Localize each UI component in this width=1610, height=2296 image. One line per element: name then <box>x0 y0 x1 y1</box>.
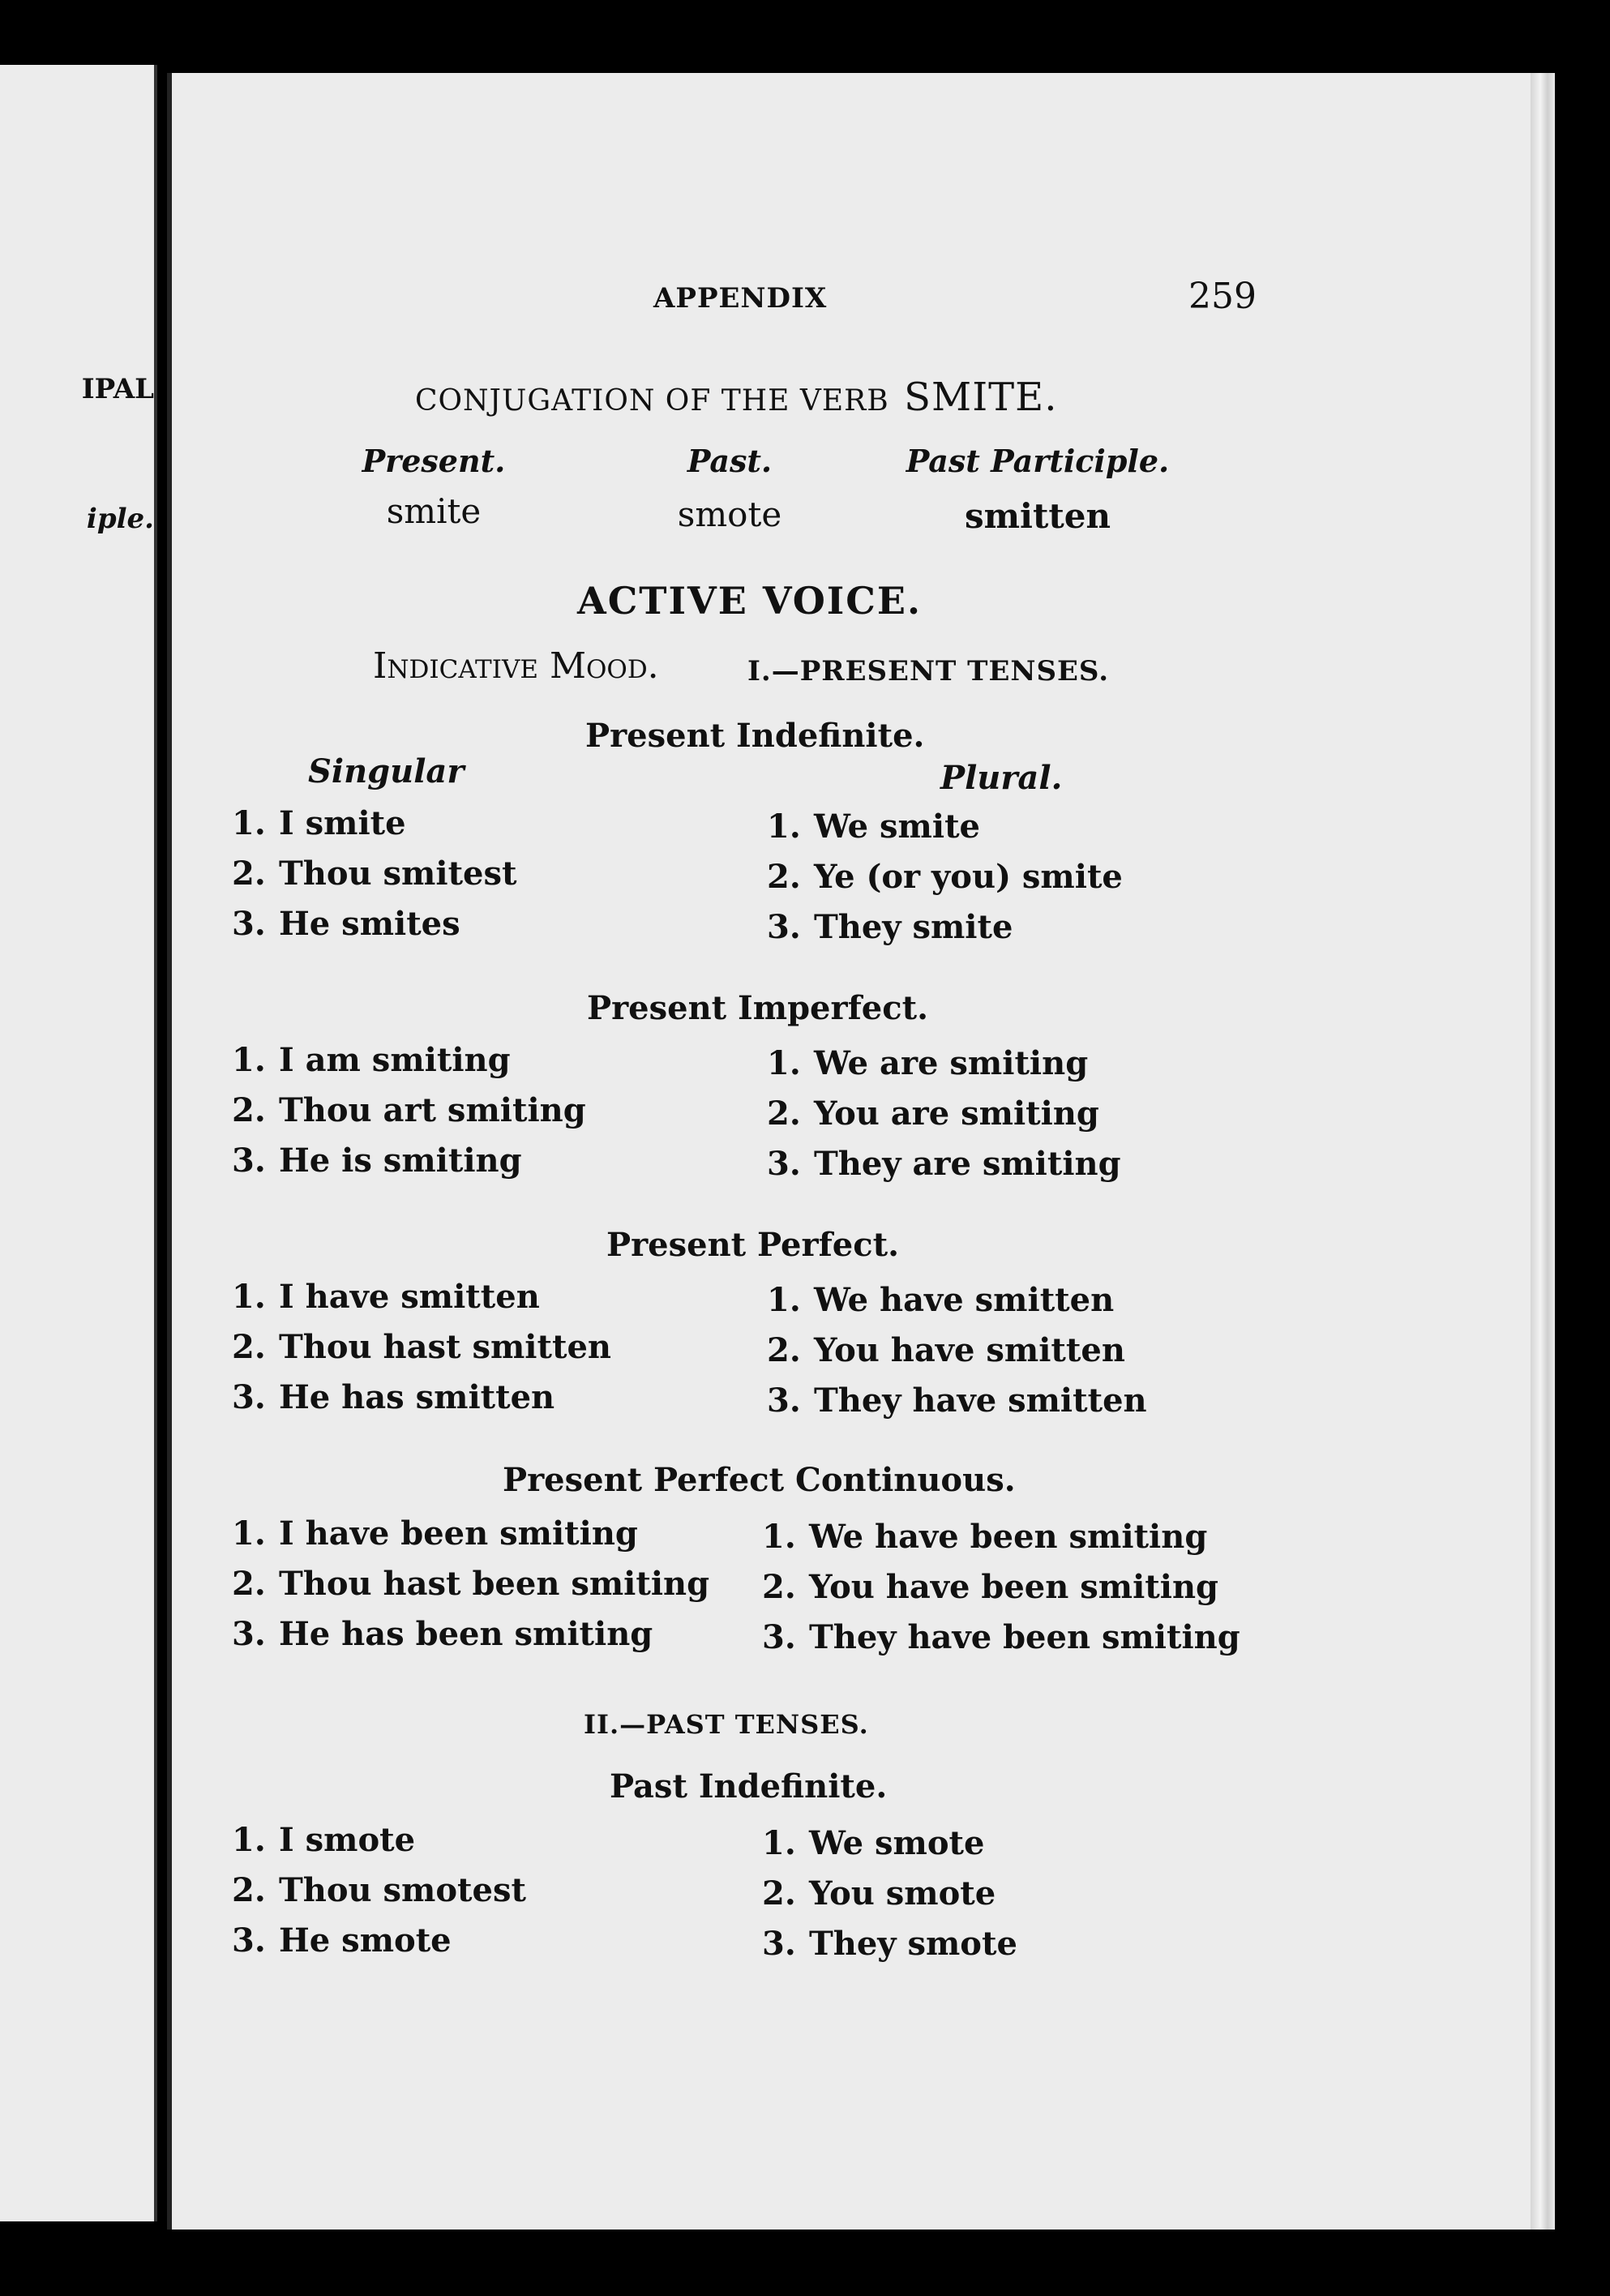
page-number: 259 <box>1188 276 1257 317</box>
conjugation-row: 1. We smite <box>767 807 980 846</box>
title-prefix: CONJUGATION OF THE VERB <box>415 384 889 418</box>
section-heading: II.—PAST TENSES. <box>584 1709 869 1740</box>
conjugation-row: 2. You are smiting <box>767 1094 1099 1133</box>
plural-label: Plural. <box>940 759 1063 797</box>
conjugation-row: 3. He is smiting <box>232 1142 522 1180</box>
conjugation-row: 1. We have smitten <box>767 1281 1115 1319</box>
conjugation-row: 2. Thou smitest <box>232 855 517 893</box>
conjugation-row: 1. We have been smiting <box>762 1518 1208 1556</box>
page-stack-edge <box>1531 73 1555 2230</box>
conjugation-row: 2. You smote <box>762 1874 996 1913</box>
conjugation-row: 3. They have been smiting <box>762 1618 1240 1656</box>
left-page-fragment: IPAL <box>81 373 154 405</box>
conjugation-row: 3. They smite <box>767 908 1013 946</box>
principal-part-label: Past. <box>687 443 773 479</box>
principal-part-label: Present. <box>362 443 506 479</box>
tense-heading: Present Indefinite. <box>585 717 925 755</box>
conjugation-row: 2. Thou hast been smiting <box>232 1565 710 1603</box>
conjugation-row: 2. Ye (or you) smite <box>767 858 1123 896</box>
conjugation-row: 3. He has been smiting <box>232 1615 653 1653</box>
voice-heading: ACTIVE VOICE. <box>577 579 922 623</box>
left-page-fragment: iple. <box>86 503 154 535</box>
conjugation-row: 3. He smites <box>232 905 460 943</box>
conjugation-row: 3. They have smitten <box>767 1381 1147 1420</box>
conjugation-row: 1. We are smiting <box>767 1044 1089 1082</box>
conjugation-row: 3. They smote <box>762 1925 1017 1963</box>
principal-part-form: smite <box>386 491 482 531</box>
conjugation-row: 3. They are smiting <box>767 1145 1121 1183</box>
mood-heading: Indicative Mood. <box>373 645 659 687</box>
conjugation-row: 1. I have smitten <box>232 1278 540 1316</box>
conjugation-row: 3. He has smitten <box>232 1378 555 1416</box>
conjugation-row: 1. I am smiting <box>232 1041 511 1079</box>
tense-heading: Present Imperfect. <box>587 989 928 1027</box>
conjugation-row: 1. We smote <box>762 1824 985 1862</box>
principal-part-form: smitten <box>964 496 1111 536</box>
principal-part-form: smote <box>677 495 782 534</box>
tense-heading: Present Perfect Continuous. <box>503 1461 1016 1499</box>
conjugation-row: 2. You have been smiting <box>762 1568 1219 1606</box>
conjugation-row: 1. I have been smiting <box>232 1514 638 1553</box>
conjugation-row: 1. I smite <box>232 804 406 842</box>
conjugation-row: 3. He smote <box>232 1921 452 1960</box>
tense-heading: Present Perfect. <box>606 1226 899 1264</box>
title-verb: SMITE. <box>904 375 1058 420</box>
singular-label: Singular <box>308 752 465 790</box>
left-page-edge <box>0 65 157 2221</box>
running-head: APPENDIX <box>653 282 828 315</box>
tense-heading: Past Indefinite. <box>610 1767 888 1806</box>
conjugation-row: 2. You have smitten <box>767 1331 1125 1369</box>
conjugation-row: 2. Thou smotest <box>232 1871 526 1909</box>
conjugation-row: 1. I smote <box>232 1821 416 1859</box>
conjugation-row: 2. Thou art smiting <box>232 1091 586 1129</box>
conjugation-row: 2. Thou hast smitten <box>232 1328 611 1366</box>
conjugation-title <box>415 375 1057 420</box>
section-heading: I.—PRESENT TENSES. <box>747 655 1110 688</box>
principal-part-label: Past Participle. <box>906 443 1170 479</box>
